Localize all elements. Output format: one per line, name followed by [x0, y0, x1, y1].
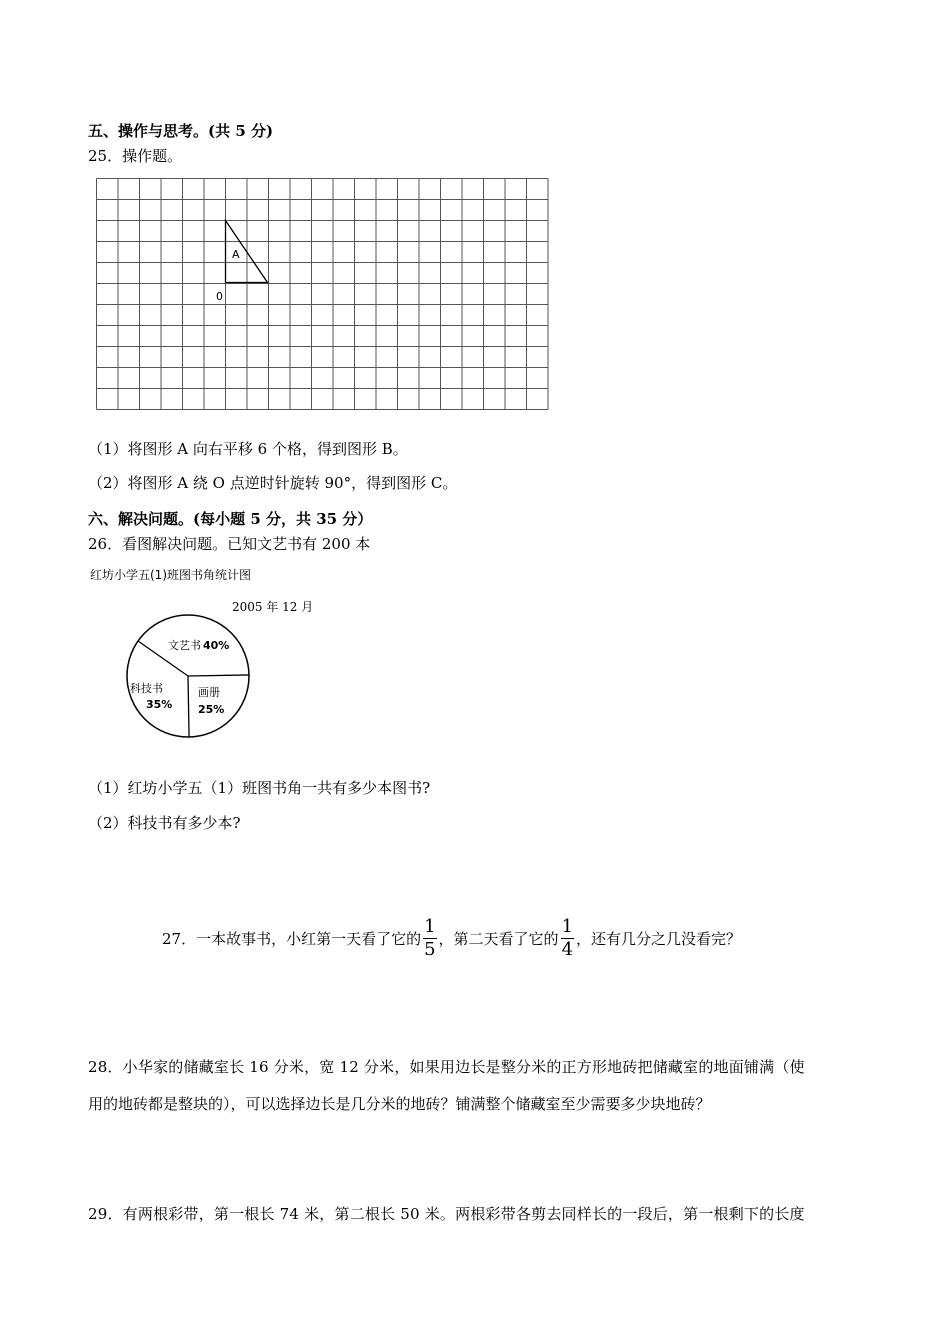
pie-chart [124, 612, 254, 740]
q25-title: 25．操作题。 [88, 147, 183, 165]
q28-line1: 28．小华家的储藏室长 16 分米，宽 12 分米，如果用边长是整分米的正方形地砖把储藏室的地面铺满（使 [88, 1058, 805, 1076]
q27-frac1-denominator: 5 [424, 939, 436, 960]
grid-figure [96, 178, 550, 411]
q25-item2: （2）将图形 A 绕 O 点逆时针旋转 90°，得到图形 C。 [88, 474, 458, 492]
q27-part1: 27．一本故事书，小红第一天看了它的 [162, 930, 422, 948]
chart-title: 红坊小学五(1)班图书角统计图 [90, 568, 251, 582]
q27-part3: ，还有几分之几没看完？ [576, 930, 742, 948]
grid-lines [97, 179, 549, 410]
q27-frac1-numerator: 1 [424, 916, 436, 937]
q27-frac2-numerator: 1 [561, 916, 574, 937]
q27-frac2-denominator: 4 [561, 939, 574, 960]
slice-label-huace: 画册 [198, 686, 220, 699]
q26-item1: （1）红坊小学五（1）班图书角一共有多少本图书? [88, 779, 431, 797]
section5-heading: 五、操作与思考。(共 5 分) [88, 122, 274, 140]
pie-divider-3 [188, 676, 189, 737]
q29-line1: 29．有两根彩带，第一根长 74 米，第二根长 50 米。两根彩带各剪去同样长的一段后，第一根剩下的长度 [88, 1205, 805, 1223]
q27-fraction-1 [423, 918, 436, 959]
slice-label-keji: 科技书 [130, 682, 163, 695]
grid-label-a: A [232, 248, 240, 261]
slice-label-wenyi: 文艺书 40% [168, 639, 230, 652]
q26-item2: （2）科技书有多少本? [88, 814, 241, 832]
q27 [162, 918, 741, 959]
section6-heading: 六、解决问题。(每小题 5 分，共 35 分） [88, 510, 373, 528]
q25-item1: （1）将图形 A 向右平移 6 个格，得到图形 B。 [88, 440, 408, 458]
pie-divider-2 [188, 675, 249, 676]
slice-percent-keji: 35% [146, 698, 173, 711]
slice-percent-huace: 25% [198, 703, 225, 716]
q26-title: 26．看图解决问题。已知文艺书有 200 本 [88, 535, 371, 553]
q27-part2: ，第二天看了它的 [438, 930, 559, 948]
q28-line2: 用的地砖都是整块的），可以选择边长是几分米的地砖？铺满整个储藏室至少需要多少块地砖？ [88, 1095, 711, 1113]
chart-subtitle: 2005 年 12 月 [232, 600, 314, 614]
grid-label-o: 0 [216, 290, 223, 303]
q27-fraction-2 [561, 918, 574, 959]
